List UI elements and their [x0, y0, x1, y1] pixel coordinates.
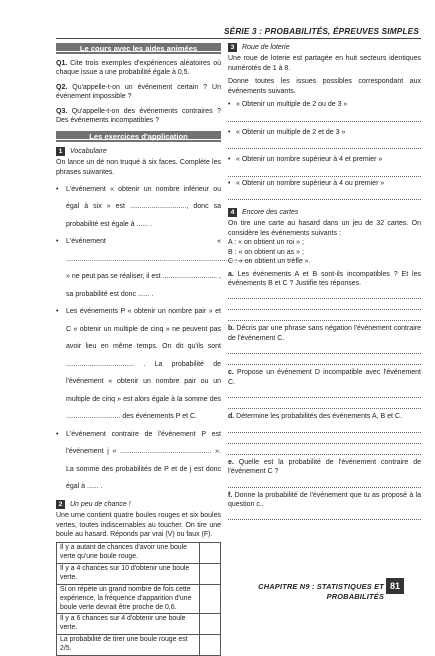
list-item: • « Obtenir un nombre supérieur à 4 et premier »: [228, 155, 421, 164]
list-item: • « Obtenir un nombre supérieur à 4 ou premier »: [228, 179, 421, 188]
table-row: Il y a 6 chances sur 4 d'obtenir une boule verte.: [57, 614, 221, 635]
exercise-4-intro: On tire une carte au hasard dans un jeu de 32 cartes. On considère les événements suivants :: [228, 220, 421, 237]
page-number: 81: [386, 578, 404, 594]
exercise-1-title: 1 Vocabulaire: [56, 147, 221, 156]
table-row: Il y a 4 chances sur 10 d'obtenir une boule verte.: [57, 563, 221, 584]
exercise-3-intro: Une roue de loterie est partagée en huit secteurs identiques numérotés de 1 à 8.: [228, 55, 421, 72]
event-a: A : « on obtient un roi » ;: [228, 239, 304, 247]
event-b: B : « on obtient un as » ;: [228, 248, 304, 256]
question-q1: Q1. Cite trois exemples d'expériences aléatoires où chaque issue a une probabilité égale à 0,5.: [56, 60, 221, 77]
answer-cell[interactable]: [200, 563, 221, 584]
header-rule: [56, 38, 421, 39]
question-e: e. Quelle est la probabilité de l'événement contraire de l'événement C ?: [228, 458, 421, 476]
answer-line[interactable]: [228, 477, 421, 488]
table-row: La probabilité de tirer une boule rouge est 2/5.: [57, 635, 221, 656]
true-false-table: [56, 542, 221, 656]
list-item: • « Obtenir un multiple de 2 et de 3 »: [228, 128, 421, 137]
exercise-2-title: 2 Un peu de chance !: [56, 500, 221, 509]
chapter-footer: CHAPITRE N9 : STATISTIQUES ET PROBABILITÉS: [258, 582, 384, 601]
exercise-2-intro: Une urne contient quatre boules rouges et six boules vertes, toutes indiscernables au toucher. On tire une boule au hasard. Réponds par vrai (V) ou faux (F).: [56, 512, 221, 539]
exercise-3-title: 3 Roue de loterie: [228, 43, 421, 52]
left-column: [56, 43, 251, 656]
answer-line[interactable]: [228, 343, 421, 354]
answer-cell[interactable]: [200, 542, 221, 563]
question-c: c. Propose un événement D incompatible avec l'événement C.: [228, 369, 421, 386]
table-row: Il y a autant de chances d'avoir une boule verte qu'une boule rouge.: [57, 542, 221, 563]
exercise-number: 4: [228, 208, 237, 217]
answer-cell[interactable]: [200, 614, 221, 635]
answer-line[interactable]: [228, 433, 421, 444]
right-column: [228, 43, 421, 520]
exercise-4-title: 4 Encore des cartes: [228, 208, 421, 217]
exercise-3-intro2: Donne toutes les issues possibles correspondant aux événements suivants.: [228, 78, 421, 95]
answer-line[interactable]: [228, 422, 421, 433]
answer-line[interactable]: [228, 354, 421, 365]
answer-line[interactable]: [228, 166, 421, 177]
answer-line[interactable]: [228, 288, 421, 299]
answer-line[interactable]: [228, 310, 421, 321]
table-row: Si on répète un grand nombre de fois cette expérience, la fréquence d'apparition d'une boule verte devrait être proche de 0,6.: [57, 584, 221, 614]
answer-line[interactable]: [228, 189, 421, 200]
list-item: • « Obtenir un multiple de 2 ou de 3 »: [228, 100, 421, 109]
answer-line[interactable]: [228, 299, 421, 310]
section-band-exercises: Les exercices d'application: [56, 131, 221, 142]
question-b: b. Décris par une phrase sans négation l'événement contraire de l'événement C.: [228, 325, 421, 342]
answer-cell[interactable]: [200, 635, 221, 656]
question-q3: Q3. Qu'appelle-t-on des événements contraires ? Des événements incompatibles ?: [56, 107, 221, 125]
question-f: f. Donne la probabilité de l'événement que tu as proposé à la question c..: [228, 491, 421, 508]
exercise-1-list: [56, 181, 251, 496]
question-d: d. Détermine les probabilités des événements A, B et C.: [228, 413, 402, 421]
list-item: • L'événement « obtenir un nombre inférieur ou égal à six » est ............................., donc sa probabilité est égale à ...... .: [56, 181, 221, 234]
exercise-1-intro: On lance un dé non truqué à six faces. Complète les phrases suivantes.: [56, 159, 221, 176]
exercise-number: 1: [56, 147, 65, 156]
list-item: • L'événement contraire de l'événement P est l'événement j « ............................................... ». La somme des probabilités de P et de j est donc égal à ...... .: [56, 426, 221, 496]
page-header: SÉRIE 3 : PROBABILITÉS, ÉPREUVES SIMPLES: [224, 27, 419, 36]
answer-line[interactable]: [228, 138, 421, 149]
list-item: • Les événements P « obtenir un nombre pair » et C « obtenir un multiple de cinq » ne peuvent pas avoir lieu en même temps. On dit qu'ils sont ................................... . La probabilité de l'événement « obtenir un nombre pair ou un multiple de cinq » est alors égale à la somme des ............................ des événements P et C.: [56, 303, 221, 426]
list-item: • L'événement « ............................................................................................... » ne peut pas se réaliser, il est ............................ , sa probabilité est donc ...... .: [56, 233, 221, 303]
answer-line[interactable]: [228, 111, 421, 122]
answer-line[interactable]: [228, 387, 421, 398]
question-a: a. Les événements A et B sont-ils incompatibles ? Et les événements B et C ? Justifie tes réponses.: [228, 270, 421, 287]
exercise-number: 2: [56, 500, 65, 509]
exercise-number: 3: [228, 43, 237, 52]
answer-line[interactable]: [228, 444, 421, 455]
section-band-course: Le cours avec les aides animées: [56, 43, 221, 54]
answer-line[interactable]: [228, 398, 421, 409]
answer-cell[interactable]: [200, 584, 221, 614]
question-q2: Q2. Qu'appelle-t-on un événement certain ? Un événement impossible ?: [56, 83, 221, 101]
answer-line[interactable]: [228, 509, 421, 520]
event-c: C : « on obtient un trèfle ».: [228, 258, 311, 266]
